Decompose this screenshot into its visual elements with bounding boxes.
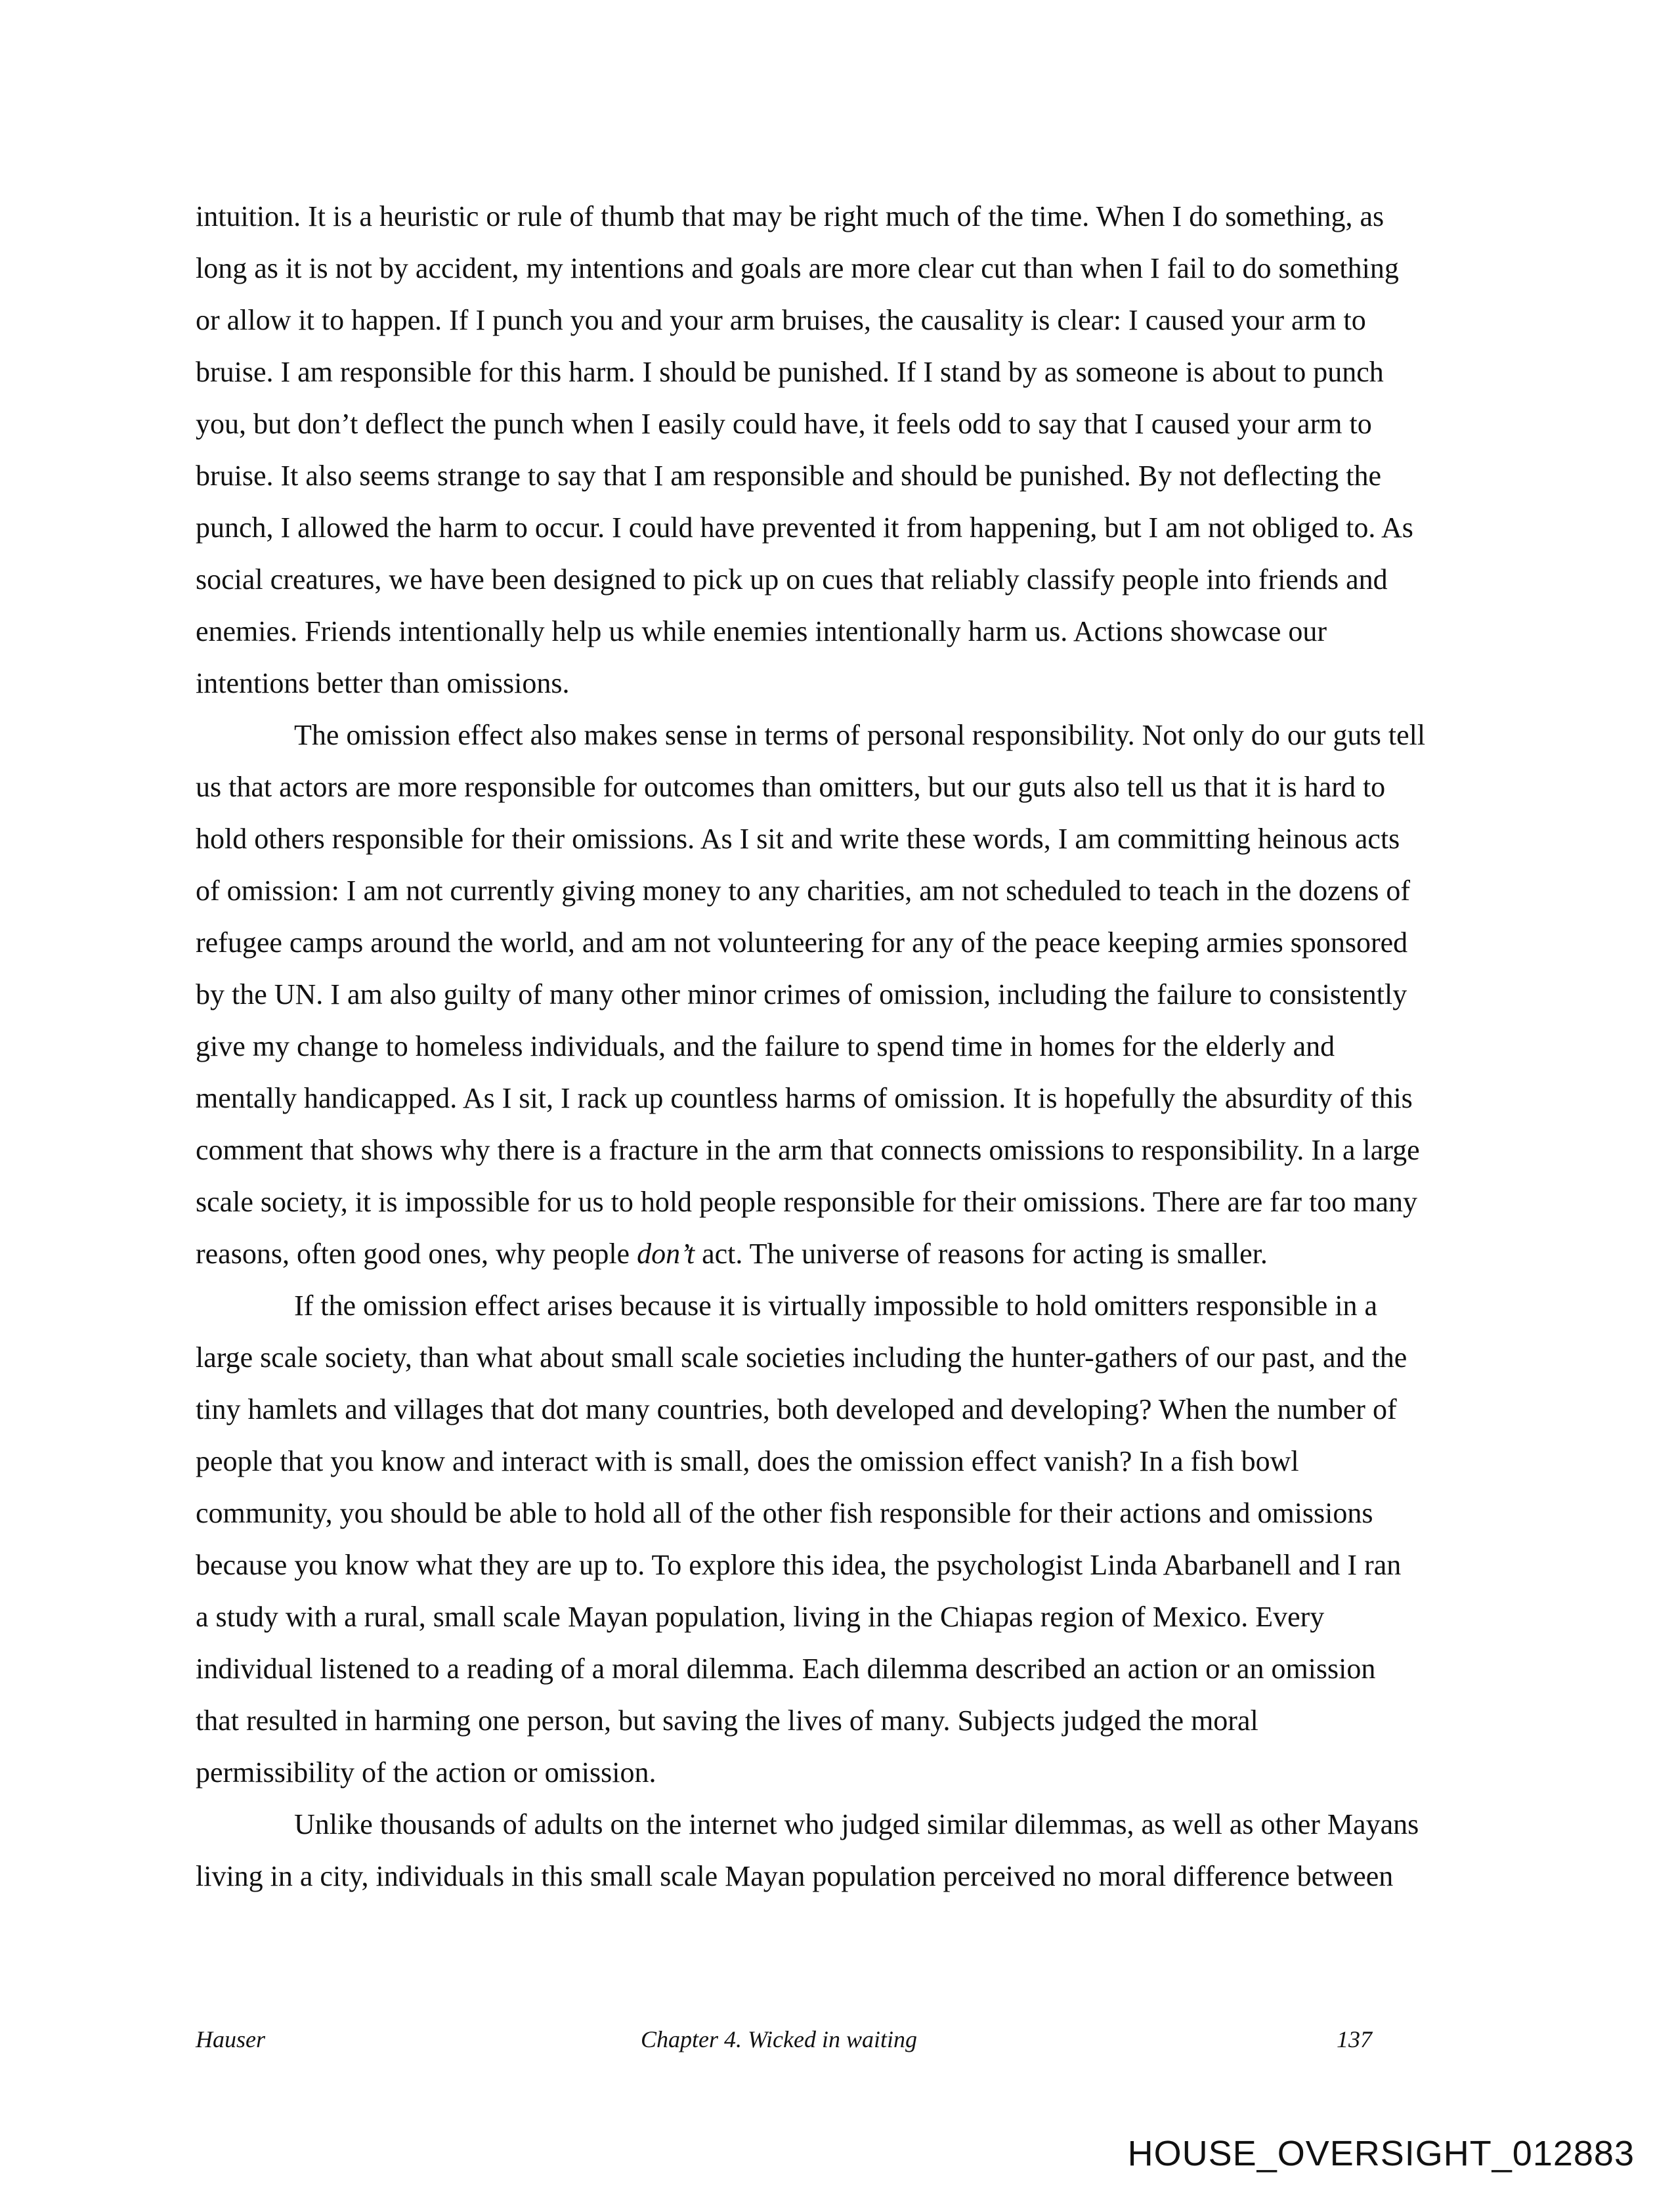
bates-number: HOUSE_OVERSIGHT_012883 — [1127, 2134, 1635, 2173]
text-line — [196, 1228, 1482, 1280]
text-line: large scale society, than what about small scale societies including the hunter-gathers of our past, and the — [196, 1341, 1407, 1374]
text-line: individual listened to a reading of a moral dilemma. Each dilemma described an action or an omission — [196, 1653, 1376, 1685]
text-line: social creatures, we have been designed to pick up on cues that reliably classify people into friends and — [196, 563, 1388, 596]
text-line: people that you know and interact with is small, does the omission effect vanish? In a fish bowl — [196, 1445, 1299, 1477]
text-line: intuition. It is a heuristic or rule of thumb that may be right much of the time. When I do something, as — [196, 200, 1384, 232]
text-line: mentally handicapped. As I sit, I rack up countless harms of omission. It is hopefully the absurdity of this — [196, 1082, 1413, 1114]
footer-author: Hauser — [196, 2026, 265, 2052]
text-line: Unlike thousands of adults on the internet who judged similar dilemmas, as well as other Mayans — [294, 1808, 1419, 1840]
footer-page-number: 137 — [1337, 2026, 1372, 2052]
text-line: refugee camps around the world, and am not volunteering for any of the peace keeping armies sponsored — [196, 926, 1408, 959]
text-line: because you know what they are up to. To explore this idea, the psychologist Linda Abarbanell and I ran — [196, 1549, 1402, 1581]
text-line: give my change to homeless individuals, and the failure to spend time in homes for the elderly and — [196, 1030, 1335, 1062]
emphasis-text: don’t — [637, 1238, 695, 1270]
text-line: hold others responsible for their omissions. As I sit and write these words, I am committing heinous acts — [196, 823, 1400, 855]
text-line: us that actors are more responsible for outcomes than omitters, but our guts also tell us that it is hard to — [196, 771, 1386, 803]
text-line: by the UN. I am also guilty of many other minor crimes of omission, including the failure to consistently — [196, 978, 1407, 1010]
text-line: If the omission effect arises because it is virtually impossible to hold omitters responsible in a — [294, 1290, 1378, 1322]
text-line: punch, I allowed the harm to occur. I could have prevented it from happening, but I am not obliged to. As — [196, 511, 1413, 544]
text-line: a study with a rural, small scale Mayan population, living in the Chiapas region of Mexico. Every — [196, 1601, 1325, 1633]
text-line: or allow it to happen. If I punch you and your arm bruises, the causality is clear: I caused your arm to — [196, 304, 1366, 336]
text-line: scale society, it is impossible for us to hold people responsible for their omissions. There are far too many — [196, 1186, 1418, 1218]
text-line: comment that shows why there is a fracture in the arm that connects omissions to responsibility. In a large — [196, 1134, 1420, 1166]
text-line: living in a city, individuals in this small scale Mayan population perceived no moral difference between — [196, 1860, 1394, 1892]
text-line: enemies. Friends intentionally help us while enemies intentionally harm us. Actions showcase our — [196, 615, 1327, 647]
text-line: tiny hamlets and villages that dot many countries, both developed and developing? When the number of — [196, 1393, 1397, 1425]
text-line: intentions better than omissions. — [196, 667, 570, 699]
text-line: bruise. It also seems strange to say that I am responsible and should be punished. By not deflecting the — [196, 460, 1382, 492]
text-line: long as it is not by accident, my intentions and goals are more clear cut than when I fail to do something — [196, 252, 1399, 284]
text-segment: act. The universe of reasons for acting is smaller. — [695, 1238, 1268, 1270]
text-line: bruise. I am responsible for this harm. I should be punished. If I stand by as someone is about to punch — [196, 356, 1384, 388]
text-line: The omission effect also makes sense in terms of personal responsibility. Not only do our guts tell — [294, 719, 1426, 751]
text-line: of omission: I am not currently giving money to any charities, am not scheduled to teach in the dozens of — [196, 875, 1410, 907]
text-line: you, but don’t deflect the punch when I easily could have, it feels odd to say that I caused your arm to — [196, 408, 1372, 440]
body-text — [196, 190, 1482, 1902]
footer-chapter: Chapter 4. Wicked in waiting — [641, 2026, 917, 2052]
text-line: community, you should be able to hold all of the other fish responsible for their actions and omissions — [196, 1497, 1373, 1529]
text-segment: reasons, often good ones, why people — [196, 1238, 637, 1270]
text-line: that resulted in harming one person, but saving the lives of many. Subjects judged the moral — [196, 1704, 1258, 1737]
text-line: permissibility of the action or omission. — [196, 1756, 656, 1789]
